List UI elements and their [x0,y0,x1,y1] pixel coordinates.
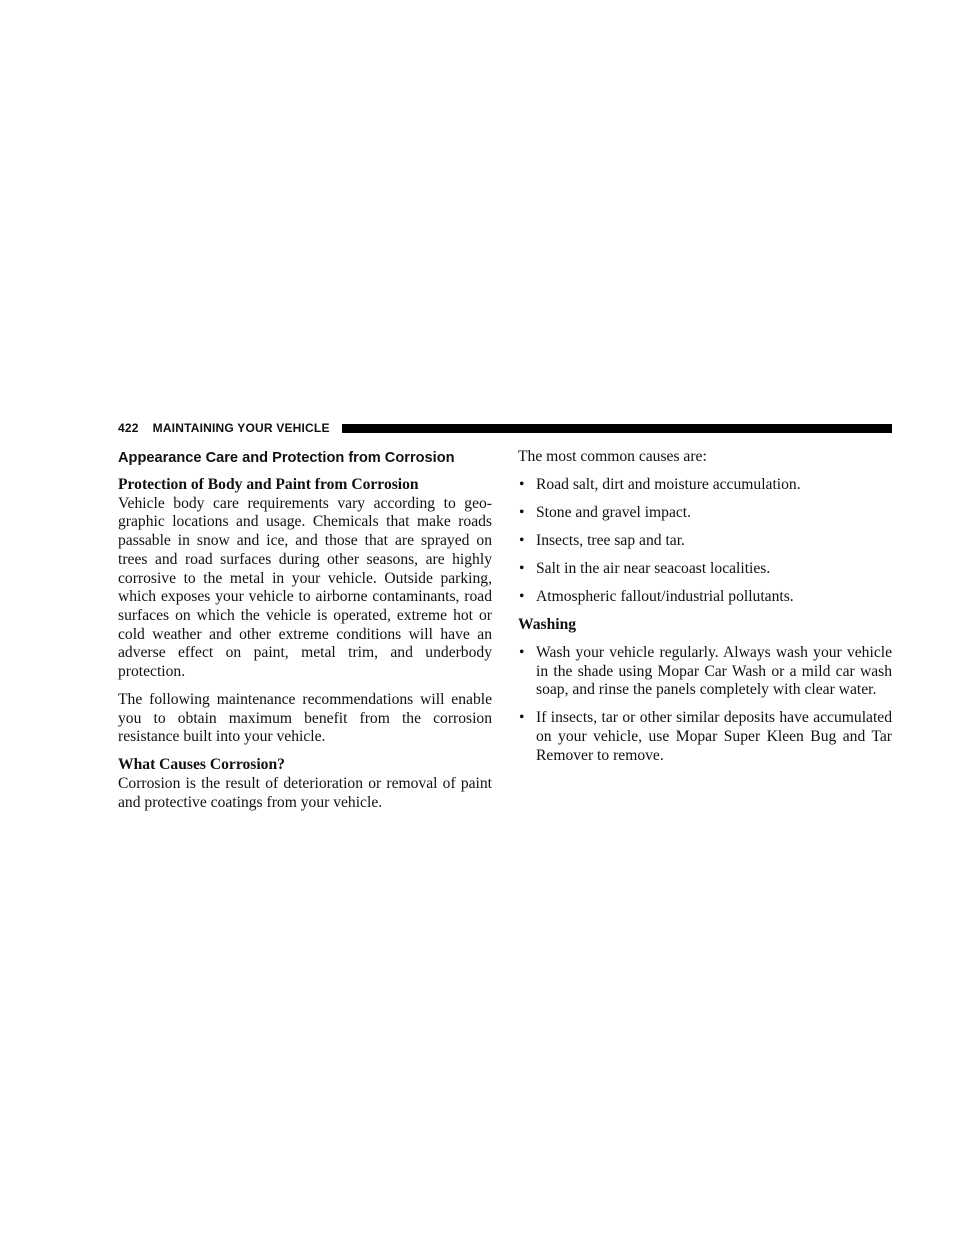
list-item [518,588,892,607]
list-item-text: Stone and gravel impact. [536,504,692,521]
list-item [518,504,892,523]
bullet-icon: • [519,709,525,727]
causes-intro: The most common causes are: [518,448,707,465]
list-item-text: Wash your vehicle regularly. Always wash your vehicle in the shade using Mopar Car Wash or a mild car wash soap, and rinse the panels completely with clear water. [536,644,892,699]
list-item [518,476,892,495]
washing-heading: Washing [518,616,577,633]
protection-body: Vehicle body care requirements vary according to geographic locations and usage. Chemicals that make roads passable in snow and ice, and those that are sprayed on trees and road surfaces during other seasons, are highly corrosive to the metal in your vehicle. Outside parking, which exposes your vehicle to airborne contaminants, road surfaces on which the vehicle is operated, extreme hot or cold weather and other extreme conditions will have an adverse effect on paint, metal trim, and underbody protection. [118,494,492,681]
what-causes-body: Corrosion is the result of deterioration or removal of paint and protective coatings from your vehicle. [118,775,492,811]
protection-section [118,476,492,682]
list-item [518,644,892,700]
list-item [518,532,892,551]
list-item-text: Road salt, dirt and moisture accumulation. [536,476,801,493]
section-title: MAINTAINING YOUR VEHICLE [152,421,330,435]
protection-heading: Protection of Body and Paint from Corrosion [118,476,419,493]
bullet-icon: • [519,476,525,493]
right-column [518,448,892,775]
left-column [118,448,492,813]
bullet-icon: • [519,588,525,605]
bullet-icon: • [519,504,525,521]
corrosion-causes-section [118,756,492,812]
what-causes-heading: What Causes Corrosion? [118,756,285,774]
causes-list [518,476,892,607]
list-item-text: Atmospheric fallout/industrial pollutants. [536,588,794,605]
list-item [518,560,892,579]
list-item-text: Insects, tree sap and tar. [536,532,685,549]
bullet-icon: • [519,560,525,577]
list-item [518,709,892,765]
washing-list [518,644,892,766]
maintenance-paragraph: The following maintenance recommendations will enable you to obtain maximum benefit from the corrosion resistance built into your vehicle. [118,691,492,746]
page-header [118,419,892,437]
header-rule [342,424,892,433]
list-item-text: If insects, tar or other similar deposits have accumulated on your vehicle, use Mopar Super Kleen Bug and Tar Remover to remove. [536,709,892,764]
page-number: 422 [118,421,139,435]
bullet-icon: • [519,532,525,549]
list-item-text: Salt in the air near seacoast localities. [536,560,771,577]
bullet-icon: • [519,644,525,661]
main-heading: Appearance Care and Protection from Corrosion [118,450,455,466]
